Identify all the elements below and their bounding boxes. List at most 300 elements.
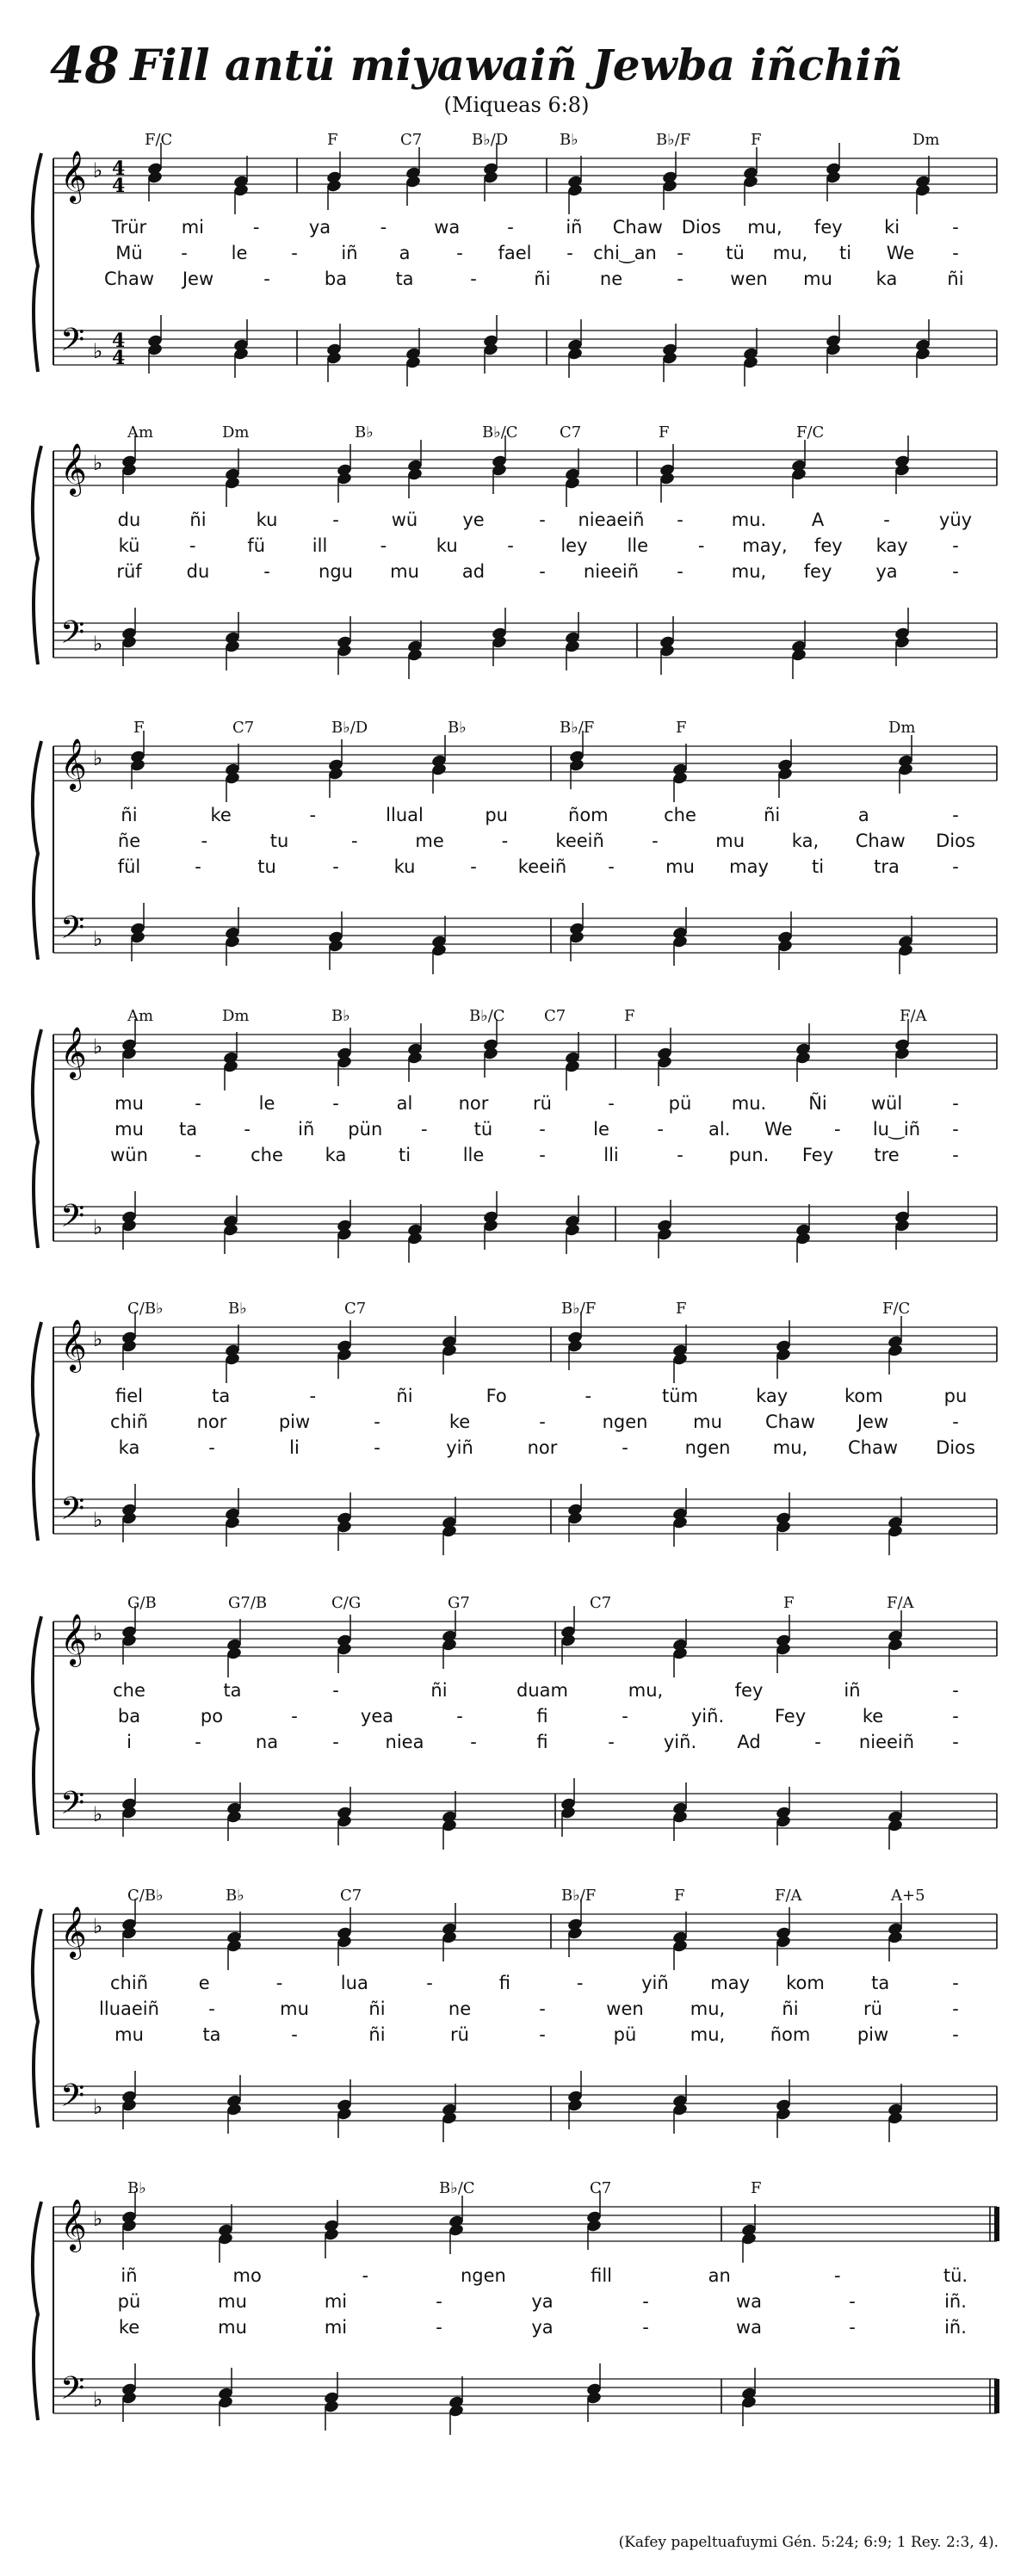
- lyric-verse-2: iñ: [298, 1119, 315, 1140]
- lyric-verse-1: ñi: [396, 1386, 413, 1406]
- lyric-verse-3: -: [195, 1732, 201, 1752]
- lyric-verse-1: may: [710, 1973, 751, 1993]
- chord-symbol: A+5: [891, 1887, 925, 1905]
- lyric-verse-1: mo: [232, 2265, 262, 2286]
- treble-clef-icon: 𝄞: [60, 1614, 87, 1665]
- lyric-verse-3: -: [470, 1732, 477, 1752]
- lyric-verse-1: ta: [212, 1386, 231, 1406]
- lyric-verse-3: -: [677, 269, 684, 289]
- lyric-verse-2: -: [244, 1119, 251, 1140]
- lyric-verse-2: ñi: [368, 1998, 386, 2019]
- key-signature-flat-icon: ♭: [93, 927, 103, 951]
- lyric-verse-1: -: [952, 1680, 959, 1701]
- lyric-verse-3: ka: [118, 1437, 140, 1458]
- lyric-verse-3: du: [186, 561, 210, 582]
- treble-clef-icon: 𝄞: [60, 1027, 87, 1078]
- lyric-verse-2: wen: [606, 1998, 644, 2019]
- lyric-verse-3: nieeiñ: [858, 1732, 915, 1752]
- lyric-verse-2: ka,: [791, 831, 820, 851]
- lyric-verse-3: -: [263, 269, 270, 289]
- lyric-verse-2: lu‿iñ: [872, 1119, 921, 1140]
- music-system: [0, 2179, 1033, 2480]
- key-signature-flat-icon: ♭: [93, 451, 103, 475]
- lyric-verse-2: me: [415, 831, 444, 851]
- lyric-verse-1: yüy: [938, 510, 973, 530]
- hymn-title: Fill antü miyawaiñ Jewba iñchiñ: [130, 40, 903, 90]
- lyric-verse-3: -: [677, 561, 684, 582]
- music-system: [0, 1007, 1033, 1308]
- chord-symbol: B♭: [228, 1300, 247, 1318]
- lyric-verse-1: -: [576, 1973, 584, 1993]
- system-brace: [33, 446, 41, 664]
- lyric-verse-3: ti: [811, 856, 825, 877]
- chord-symbol: Dm: [222, 1007, 250, 1025]
- lyric-verse-2: -: [456, 1706, 463, 1727]
- system-brace: [33, 1909, 41, 2128]
- chord-symbol: F: [783, 1594, 795, 1612]
- key-signature-flat-icon: ♭: [93, 2095, 103, 2119]
- lyric-verse-2: -: [849, 2291, 856, 2312]
- chord-symbol: B♭/D: [331, 719, 368, 737]
- lyric-verse-2: ley: [560, 535, 588, 556]
- lyric-verse-3: ad: [461, 561, 486, 582]
- lyric-verse-3: mu: [114, 2024, 144, 2045]
- music-system: [0, 1594, 1033, 1895]
- lyric-verse-3: lli: [603, 1145, 619, 1165]
- lyric-verse-3: mu: [218, 2317, 247, 2338]
- lyric-verse-2: Chaw: [855, 831, 906, 851]
- lyric-verse-2: -: [539, 1998, 546, 2019]
- lyric-verse-3: -: [952, 856, 959, 877]
- lyric-verse-3: rü: [450, 2024, 469, 2045]
- lyric-verse-2: -: [181, 243, 188, 263]
- lyric-verse-1: -: [952, 217, 959, 238]
- lyric-verse-1: ya: [308, 217, 331, 238]
- lyric-verse-3: -: [539, 561, 546, 582]
- lyric-verse-3: ka: [875, 269, 898, 289]
- chord-symbol: F/C: [882, 1300, 911, 1318]
- lyric-verse-2: mu: [715, 831, 745, 851]
- lyric-verse-3: -: [849, 2317, 856, 2338]
- lyric-verse-3: Jew: [182, 269, 214, 289]
- lyric-verse-2: may,: [742, 535, 788, 556]
- lyric-verse-3: mu: [665, 856, 695, 877]
- lyric-verse-2: ne: [448, 1998, 472, 2019]
- lyric-verse-2: keeiñ: [555, 831, 604, 851]
- lyric-verse-1: chiñ: [110, 1973, 148, 1993]
- chord-symbol: F/A: [775, 1887, 802, 1905]
- key-signature-flat-icon: ♭: [93, 1035, 103, 1059]
- lyric-verse-3: Fey: [801, 1145, 834, 1165]
- lyric-verse-2: mu: [114, 1119, 144, 1140]
- lyric-verse-1: -: [507, 217, 514, 238]
- chord-symbol: B♭/F: [561, 1300, 597, 1318]
- key-signature-flat-icon: ♭: [93, 2388, 103, 2412]
- lyric-verse-2: fü: [247, 535, 266, 556]
- lyric-verse-3: Ad: [737, 1732, 761, 1752]
- music-system: [0, 719, 1033, 1020]
- staff-graphic: [0, 2179, 1033, 2480]
- lyric-verse-3: ku: [393, 856, 416, 877]
- lyric-verse-2: -: [456, 243, 463, 263]
- lyric-verse-3: wün: [110, 1145, 148, 1165]
- bass-clef-icon: 𝄢: [60, 1785, 85, 1829]
- lyric-verse-3: -: [642, 2317, 649, 2338]
- lyric-verse-2: mu,: [690, 1998, 726, 2019]
- bass-clef-icon: 𝄢: [60, 910, 85, 954]
- chord-symbol: B♭/C: [482, 423, 518, 442]
- lyric-verse-3: -: [952, 1732, 959, 1752]
- treble-clef-icon: 𝄞: [60, 2199, 87, 2251]
- system-brace: [33, 1616, 41, 1835]
- lyric-verse-2: We: [764, 1119, 793, 1140]
- lyric-verse-3: na: [255, 1732, 279, 1752]
- lyric-verse-2: mu,: [772, 243, 808, 263]
- lyric-verse-1: ye: [462, 510, 485, 530]
- lyric-verse-2: -: [291, 1706, 298, 1727]
- lyric-verse-1: yiñ: [641, 1973, 669, 1993]
- lyric-verse-1: wü: [391, 510, 418, 530]
- lyric-verse-2: -: [436, 2291, 442, 2312]
- lyric-verse-2: lluaeiñ: [99, 1998, 159, 2019]
- bass-clef-icon: 𝄢: [60, 2370, 85, 2414]
- lyric-verse-2: -: [952, 535, 959, 556]
- lyric-verse-3: ka: [325, 1145, 347, 1165]
- lyric-verse-3: ñi: [368, 2024, 386, 2045]
- lyric-verse-2: al.: [708, 1119, 731, 1140]
- lyric-verse-1: nieaeiñ: [578, 510, 645, 530]
- key-signature-flat-icon: ♭: [93, 158, 103, 182]
- lyric-verse-3: ya: [531, 2317, 554, 2338]
- chord-symbol: B♭/F: [561, 1887, 597, 1905]
- chord-symbol: B♭: [448, 719, 467, 737]
- lyric-verse-3: wa: [735, 2317, 763, 2338]
- lyric-verse-3: i: [127, 1732, 132, 1752]
- key-signature-flat-icon: ♭: [93, 1914, 103, 1938]
- lyric-verse-3: yiñ: [446, 1437, 473, 1458]
- lyric-verse-2: wa: [735, 2291, 763, 2312]
- lyric-verse-3: -: [952, 1145, 959, 1165]
- lyric-verse-2: ill: [312, 535, 328, 556]
- lyric-verse-1: fey: [813, 217, 843, 238]
- lyric-verse-3: nor: [527, 1437, 558, 1458]
- lyric-verse-3: ti: [398, 1145, 411, 1165]
- lyric-verse-3: Chaw: [103, 269, 155, 289]
- lyric-verse-2: -: [952, 1706, 959, 1727]
- lyric-verse-1: ki: [884, 217, 900, 238]
- bass-clef-icon: 𝄢: [60, 615, 85, 658]
- system-brace: [33, 2202, 41, 2420]
- key-signature-flat-icon: ♭: [93, 2207, 103, 2231]
- lyric-verse-1: -: [362, 2265, 369, 2286]
- time-signature: 4: [112, 175, 126, 197]
- chord-symbol: F/A: [900, 1007, 927, 1025]
- chord-symbol: B♭/C: [439, 2179, 475, 2197]
- lyric-verse-3: -: [332, 1732, 339, 1752]
- lyric-verse-3: -: [263, 561, 270, 582]
- chord-symbol: C/B♭: [127, 1887, 164, 1905]
- chord-symbol: C7: [590, 1594, 612, 1612]
- lyric-verse-3: lle: [462, 1145, 485, 1165]
- lyric-verse-2: ya: [531, 2291, 554, 2312]
- chord-symbol: F: [327, 131, 338, 149]
- lyric-verse-3: -: [539, 2024, 546, 2045]
- lyric-verse-3: li: [289, 1437, 300, 1458]
- lyric-verse-1: le: [258, 1093, 275, 1114]
- lyric-verse-3: yiñ.: [663, 1732, 697, 1752]
- chord-symbol: F: [659, 423, 670, 442]
- time-signature: 4: [112, 158, 126, 180]
- treble-clef-icon: 𝄞: [60, 443, 87, 495]
- lyric-verse-2: Mü: [115, 243, 143, 263]
- lyric-verse-2: yiñ.: [690, 1706, 725, 1727]
- chord-symbol: B♭/F: [560, 719, 595, 737]
- lyric-verse-3: pü: [613, 2024, 637, 2045]
- lyric-verse-2: tü: [473, 1119, 493, 1140]
- lyric-verse-1: Chaw: [612, 217, 663, 238]
- lyric-verse-1: -: [275, 1973, 283, 1993]
- lyric-verse-2: iñ: [341, 243, 358, 263]
- chord-symbol: F: [676, 1300, 687, 1318]
- lyric-verse-2: fi: [536, 1706, 548, 1727]
- lyric-verse-2: -: [834, 1119, 841, 1140]
- music-system: [0, 1887, 1033, 2188]
- lyric-verse-2: -: [539, 1412, 546, 1432]
- lyric-verse-2: -: [501, 831, 509, 851]
- lyric-verse-3: ya: [875, 561, 898, 582]
- lyric-verse-1: iñ: [844, 1680, 861, 1701]
- lyric-verse-3: tu: [257, 856, 276, 877]
- lyric-verse-3: -: [195, 856, 201, 877]
- lyric-verse-3: ñom: [770, 2024, 811, 2045]
- lyric-verse-1: -: [332, 1093, 339, 1114]
- lyric-verse-3: rüf: [116, 561, 142, 582]
- chord-symbol: C7: [232, 719, 255, 737]
- lyric-verse-1: che: [664, 805, 696, 825]
- lyric-verse-2: -: [201, 831, 208, 851]
- lyric-verse-3: piw: [857, 2024, 889, 2045]
- lyric-verse-1: ñi: [189, 510, 207, 530]
- lyric-verse-2: ta: [179, 1119, 198, 1140]
- lyric-verse-2: -: [622, 1706, 628, 1727]
- lyric-verse-3: tre: [874, 1145, 900, 1165]
- lyric-verse-3: -: [195, 1145, 201, 1165]
- chord-symbol: F: [674, 1887, 685, 1905]
- chord-symbol: G/B: [127, 1594, 157, 1612]
- system-brace: [33, 1322, 41, 1541]
- lyric-verse-2: mi: [324, 2291, 348, 2312]
- lyric-verse-1: mu.: [731, 1093, 767, 1114]
- lyric-verse-3: -: [374, 1437, 380, 1458]
- chord-symbol: C7: [344, 1300, 367, 1318]
- lyric-verse-1: tü.: [943, 2265, 968, 2286]
- lyric-verse-2: -: [507, 535, 514, 556]
- music-system: [0, 131, 1033, 432]
- lyric-verse-3: ke: [118, 2317, 140, 2338]
- lyric-verse-1: iñ: [121, 2265, 138, 2286]
- chord-symbol: F/C: [796, 423, 825, 442]
- lyric-verse-2: -: [380, 535, 387, 556]
- lyric-verse-2: Jew: [857, 1412, 889, 1432]
- treble-clef-icon: 𝄞: [60, 1319, 87, 1371]
- lyric-verse-1: ku: [256, 510, 278, 530]
- lyric-verse-3: -: [291, 2024, 298, 2045]
- lyric-verse-3: -: [470, 856, 477, 877]
- lyric-verse-2: ba: [117, 1706, 141, 1727]
- key-signature-flat-icon: ♭: [93, 1802, 103, 1826]
- lyric-verse-1: tüm: [662, 1386, 698, 1406]
- lyric-verse-3: -: [677, 1145, 684, 1165]
- music-system: [0, 1300, 1033, 1601]
- treble-clef-icon: 𝄞: [60, 1906, 87, 1958]
- chord-symbol: B♭/F: [656, 131, 691, 149]
- chord-symbol: C7: [544, 1007, 566, 1025]
- key-signature-flat-icon: ♭: [93, 1508, 103, 1532]
- lyric-verse-1: ke: [210, 805, 232, 825]
- lyric-verse-2: rü: [863, 1998, 882, 2019]
- lyric-verse-2: -: [952, 243, 959, 263]
- lyric-verse-1: fi: [498, 1973, 510, 1993]
- lyric-verse-1: fiel: [115, 1386, 143, 1406]
- lyric-verse-3: iñ.: [944, 2317, 967, 2338]
- lyric-verse-2: ñe: [117, 831, 141, 851]
- chord-symbol: G7/B: [228, 1594, 268, 1612]
- lyric-verse-3: -: [608, 856, 615, 877]
- chord-symbol: B♭: [226, 1887, 244, 1905]
- lyric-verse-3: -: [539, 1145, 546, 1165]
- lyric-verse-3: ñi: [534, 269, 551, 289]
- system-brace: [33, 1029, 41, 1248]
- lyric-verse-1: duam: [516, 1680, 568, 1701]
- bass-clef-icon: 𝄢: [60, 2078, 85, 2122]
- system-brace: [33, 741, 41, 960]
- lyric-verse-2: ngen: [602, 1412, 648, 1432]
- chord-symbol: Dm: [888, 719, 916, 737]
- lyric-verse-2: -: [421, 1119, 428, 1140]
- lyric-verse-2: -: [291, 243, 298, 263]
- lyric-verse-1: nor: [458, 1093, 489, 1114]
- lyric-verse-2: kay: [875, 535, 908, 556]
- lyric-verse-1: -: [309, 805, 317, 825]
- lyric-verse-1: -: [952, 1093, 959, 1114]
- lyric-verse-3: -: [814, 1732, 821, 1752]
- lyric-verse-1: Fo: [486, 1386, 507, 1406]
- key-signature-flat-icon: ♭: [93, 1327, 103, 1351]
- lyric-verse-2: po: [200, 1706, 224, 1727]
- lyric-verse-1: mu: [114, 1093, 144, 1114]
- lyric-verse-1: ñi: [121, 805, 138, 825]
- chord-symbol: B♭: [127, 2179, 146, 2197]
- lyric-verse-2: ñi: [782, 1998, 799, 2019]
- chord-symbol: Am: [127, 423, 154, 442]
- lyric-verse-3: fül: [117, 856, 141, 877]
- lyric-verse-1: rü: [533, 1093, 552, 1114]
- lyric-verse-3: -: [952, 2024, 959, 2045]
- lyric-verse-1: che: [113, 1680, 145, 1701]
- lyric-verse-1: du: [117, 510, 141, 530]
- lyric-verse-2: ku: [436, 535, 458, 556]
- key-signature-flat-icon: ♭: [93, 1215, 103, 1239]
- chord-symbol: G7: [448, 1594, 470, 1612]
- footnote: (Kafey papeltuafuymi Gén. 5:24; 6:9; 1 Rey. 2:3, 4).: [618, 2534, 999, 2551]
- lyric-verse-1: -: [195, 1093, 201, 1114]
- lyric-verse-2: mu: [218, 2291, 247, 2312]
- lyric-verse-3: -: [608, 1732, 615, 1752]
- lyric-verse-2: -: [189, 535, 196, 556]
- lyric-verse-3: keeiñ: [517, 856, 567, 877]
- lyric-verse-3: Dios: [936, 1437, 975, 1458]
- lyric-verse-2: Fey: [774, 1706, 807, 1727]
- lyric-verse-2: -: [697, 535, 705, 556]
- lyric-verse-3: -: [470, 269, 477, 289]
- lyric-verse-1: -: [380, 217, 387, 238]
- chord-symbol: F: [751, 131, 762, 149]
- lyric-verse-1: pu: [485, 805, 508, 825]
- lyric-verse-3: pun.: [728, 1145, 770, 1165]
- chord-symbol: B♭/C: [469, 1007, 505, 1025]
- lyric-verse-1: -: [332, 510, 339, 530]
- lyric-verse-2: -: [657, 1119, 664, 1140]
- lyric-verse-3: ñi: [947, 269, 964, 289]
- chord-symbol: C7: [590, 2179, 612, 2197]
- chord-symbol: Dm: [912, 131, 940, 149]
- lyric-verse-2: ti: [838, 243, 852, 263]
- lyric-verse-1: al: [396, 1093, 413, 1114]
- lyric-verse-2: chi‿an: [593, 243, 657, 263]
- lyric-verse-2: chiñ: [110, 1412, 148, 1432]
- chord-symbol: F: [624, 1007, 635, 1025]
- lyric-verse-1: -: [608, 1093, 615, 1114]
- system-brace: [33, 153, 41, 372]
- lyric-verse-2: iñ.: [944, 2291, 967, 2312]
- chord-symbol: C7: [340, 1887, 362, 1905]
- lyric-verse-2: -: [374, 1412, 380, 1432]
- lyric-verse-1: pu: [943, 1386, 968, 1406]
- lyric-verse-1: kom: [786, 1973, 825, 1993]
- bass-clef-icon: 𝄢: [60, 1198, 85, 1242]
- hymn-number: 48: [50, 36, 120, 95]
- lyric-verse-1: iñ: [566, 217, 583, 238]
- lyric-verse-1: wa: [434, 217, 461, 238]
- lyric-verse-2: -: [677, 243, 684, 263]
- lyric-verse-2: tu: [269, 831, 289, 851]
- lyric-verse-2: -: [952, 1998, 959, 2019]
- lyric-verse-2: pün: [348, 1119, 383, 1140]
- lyric-verse-3: nieeiñ: [583, 561, 640, 582]
- lyric-verse-2: le: [593, 1119, 609, 1140]
- key-signature-flat-icon: ♭: [93, 746, 103, 770]
- lyric-verse-1: mi: [181, 217, 204, 238]
- lyric-verse-1: -: [952, 805, 959, 825]
- lyric-verse-1: kay: [756, 1386, 789, 1406]
- lyric-verse-3: tra: [874, 856, 900, 877]
- lyric-verse-2: -: [952, 1412, 959, 1432]
- key-signature-flat-icon: ♭: [93, 339, 103, 363]
- bass-clef-icon: 𝄢: [60, 1491, 85, 1535]
- lyric-verse-1: e: [198, 1973, 210, 1993]
- lyric-verse-2: le: [231, 243, 248, 263]
- lyric-verse-3: -: [436, 2317, 442, 2338]
- chord-symbol: B♭: [331, 1007, 350, 1025]
- bass-clef-icon: 𝄢: [60, 322, 85, 366]
- lyric-verse-1: mu,: [628, 1680, 664, 1701]
- chord-symbol: B♭: [560, 131, 578, 149]
- lyric-verse-3: mu,: [731, 561, 767, 582]
- lyric-verse-2: nor: [196, 1412, 227, 1432]
- lyric-verse-2: tü: [726, 243, 745, 263]
- lyric-verse-3: -: [332, 856, 339, 877]
- scripture-reference: (Miqueas 6:8): [443, 93, 590, 117]
